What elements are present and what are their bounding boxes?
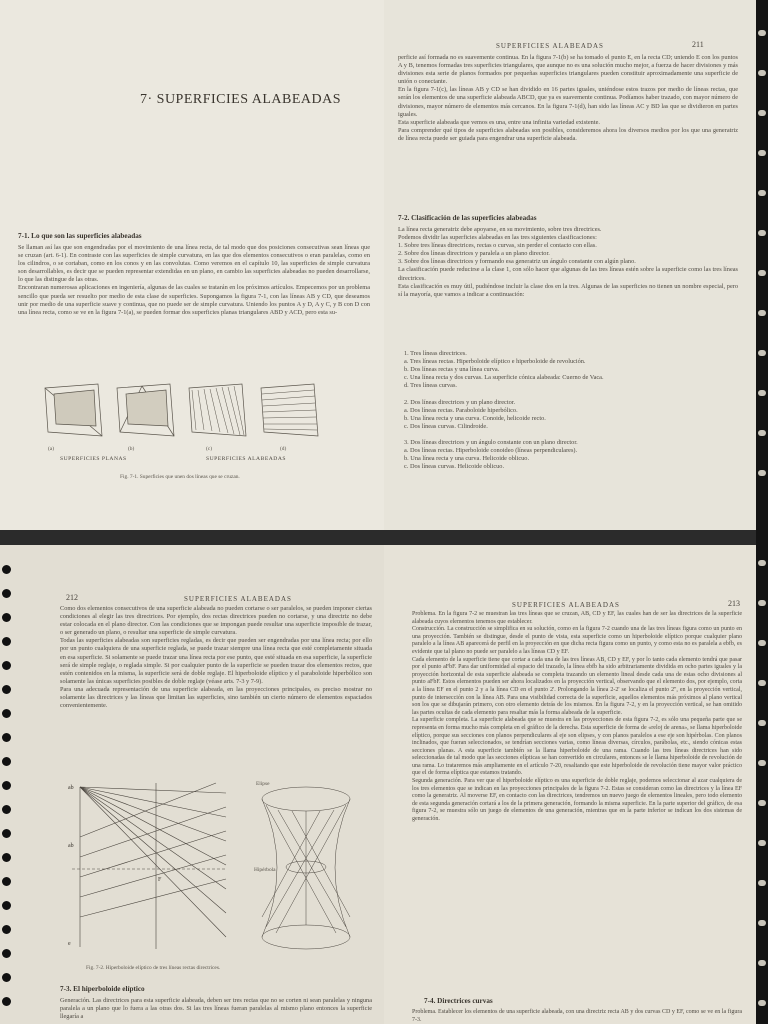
svg-text:ab: ab [68, 843, 74, 849]
figure-caption: Fig. 7-1. Superficies que unen dos líneas que se cruzan. [120, 474, 240, 480]
section-heading-7-3: 7-3. El hiperboloide elíptico [60, 985, 145, 993]
label-c: (c) [206, 446, 212, 452]
page-number: 211 [692, 40, 704, 49]
label-hiperbola: Hipérbola [254, 867, 276, 873]
body-text: Problema. En la figura 7-2 se muestran las tres líneas que se cruzan, AB, CD y EF, las cuales han de ser las directrices de la superficie alabeada cuyos elementos tenemos que establecer. Construcción. La construcción se simplifica en su solución, como en la figura 7-2 cuando una de las tres líneas figura como un punto en una proyección. También se distingue, desde el punto de vista, esta superficie como un hiperboloide elíptico porque cualquier plano paralelo a la línea AB aparecerá de perfil en la proyección en que dicha recta figura como un punto, y como esta no es paralela a ebfb, es evidente que tal plano no puede ser paralelo a las líneas CD y EF. Cada elemento de la superficie tiene que cortar a cada una de las tres líneas AB, CD y EF, y por lo tanto cada elemento tendrá que pasar por el punto aFbF. Para dar uniformidad al espacio del trazado, la línea ebfb ha sido arbitrariamente dividida en ocho partes iguales y la proyección horizontal de esta superficie alabeada se completa trazando un elemento lineal desde cada una de estas ocho divisiones al punto aFbF. Estos elementos pueden ser ahora localizados en la proyección vertical, observando que el elemento dos, por ejemplo, corta a la línea EF en el punto 2 y a la línea CD en el punto 2'. Prolongando la línea 2-2' se localiza el punto 2'', en la proyección vertical, punto de intersección con la línea AB. Para una visibilidad correcta de la superficie, aquellos elementos más próximos al plano vertical son los que se dibujarán primero, con otro elemento detrás de los mismos. En la figura 7-2, y en la proyección vertical, se han omitido las partes ocultas de cada elemento para resaltar más la forma alabeada de la superficie. La superficie completa. La superficie alabeada que se muestra en las proyecciones de esta figura 7-2, es sólo una pequeña parte que se representa en forma mucho más completa en el gráfico de la derecha. Esta superficie de forma de «reloj de arena», se llama hiperboloide elíptico, porque sus secciones con planos perpendiculares al eje son elipses, y con planos paralelos a ese eje son hipérbolas. Con planos inclinados, que fueran seleccionados, se tendrían secciones varias, como líneas diversas, círculos, parábolas, etc., siendo cónicas estas secciones planas. A esta superficie también se la llama hiperboloide de una rama. Cuando las tres líneas directrices han sido seleccionadas de tal modo que las secciones elípticas se han convertido en circulares, entonces se le llama hiperboloide de revolución de una rama. Lo trataremos más ampliamente en el artículo 7-20, resaltando que este hiperboloide de revolución tiene mayor valor práctico que el de forma elíptica que estamos tratando. Segunda generación. Para ver que el hiperboloide elíptico es una superficie de doble reglaje, podemos seleccionar al azar cualquiera de los tres elementos que se indican en las proyecciones principales de la figura 7-2. Estas se consideran como las directrices y la línea EF como la generatriz. Al moverse EF, en contacto con las directrices, tendremos un nuevo juego de elementos lineales, pero todo elemento de esta segunda generación cortará a los de la primera generación, formando la misma superficie. En la parte superior del gráfico, de esa figura 7-2, se muestra sólo un juego de elementos de una generación, mientras que en la parte inferior se indican los dos sistemas de generación. [412, 611, 742, 823]
svg-text:e: e [68, 941, 71, 947]
page-211 [384, 0, 756, 532]
figure-7-1a [45, 384, 102, 436]
figure-7-1b [117, 384, 174, 436]
page-number: 213 [728, 599, 740, 608]
label-superficies-alabeadas: SUPERFICIES ALABEADAS [206, 456, 286, 462]
binder-rings-right [756, 0, 768, 1024]
figure-7-1 [40, 378, 330, 458]
figure-7-1c [189, 384, 246, 436]
binder-rings-left [0, 545, 14, 1024]
section-heading-7-1: 7-1. Lo que son las superficies alabeadas [18, 232, 142, 240]
label-superficies-planas: SUPERFICIES PLANAS [60, 456, 127, 462]
figure-7-2 [66, 777, 370, 957]
label-a: (a) [48, 446, 54, 452]
running-header: SUPERFICIES ALABEADAS [496, 42, 604, 50]
body-text: Se llaman así las que son engendradas por el movimiento de una línea recta, de tal modo que dos posiciones consecutivas sean líneas que se cruzan (art. 6-1). En contraste con las superficies de simple curvatura, en las que dos elementos consecutivos o eran paralelas, como en los cilindros, o se cortaban, como en los conos y en las convolutas. Como veremos en el capítulo 10, las superficies de simple curvatura son desarrollables, es decir que se pueden representar extendidas en un plano, en cambio las superficies alabeadas no pueden desarrollarse, lo que las distingue de las otras. Encontraran numerosas aplicaciones en ingeniería, algunas de las cuales se tratarán en los próximos artículos. Empecemos por un problema sencillo que pueda ser resuelto por medio de esta clase de superficies. Supongamos la figura 7-1, con las líneas AB y CD, que deseamos unir por medio de una superficie suave y continua, que no puede ser de simple curvatura. Uniendo los puntos A y D, A y C, y B con D con una línea recta, como se ve en la figura 7-1(a), se pueden formar dos superficies planas triangulares ABD y ACD, pero esta su- [18, 244, 370, 316]
page-gap [0, 530, 768, 545]
body-text-2: Generación. Las directrices para esta superficie alabeada, deben ser tres rectas que no se corten ni sean paralelas y ninguna paralela a un plano que lo fuera a las otras dos. Si las tres líneas fueran paralelas al mismo plano entonces la superficie llegaría a [60, 997, 372, 1021]
classification-list: 1. Tres líneas directrices. a. Tres líneas rectas. Hiperboloide elíptico e hiperboloide de revolución. b. Dos líneas rectas y una línea curva. c. Una línea recta y dos curvas. La superficie cónica alabeada: Cuerno de Vaca. d. Tres líneas curvas. 2. Dos líneas directrices y un plano director. a. Dos líneas rectas. Paraboloide hiperbólico. b. Una línea recta y una curva. Conoide, helicoide recto. c. Dos líneas curvas. Cilindroide. 3. Dos líneas directrices y un ángulo constante con un plano director. a. Dos líneas rectas. Hiperboloide conoideo (líneas perpendiculares). b. Una línea recta y una curva. Helicoide oblicuo. c. Dos líneas curvas. Helicoide oblicuo. [404, 350, 604, 471]
page-213 [384, 545, 756, 1024]
svg-text:F: F [158, 877, 162, 883]
label-d: (d) [280, 446, 287, 452]
label-b: (b) [128, 446, 135, 452]
body-text: Como dos elementos consecutivos de una superficie alabeada no pueden cortarse o ser paralelos, se pueden imponer ciertas condiciones al elegir las tres directrices. Por ejemplo, dos rectas directrices pueden no cortarse, y una directriz no debe estar colocada en el plano director. Con las condiciones que se impongan puede resultar una superficie imposible de trazar, o ser generado un plano, o resultar una superficie de simple curvatura. Todas las superficies alabeadas son superficies regladas, es decir que pueden ser engendradas por una línea recta; por ello por un punto cualquiera de una superficie reglada, se puede trazar siempre una línea recta que esté completamente situada en esa superficie. Si solamente se puede trazar una línea recta por ese punto, que esté situada en esa superficie, la superficie será de simple reglaje, o reglada simple. Si por cualquier punto de la superficie se pueden trazar dos elementos rectos, que estén contenidos en la misma, la superficie será de doble reglaje. El hiperboloide elíptico y el paraboloide hiperbólico son solamente las únicas superficies posibles de doble reglaje (véase arts. 7-3 y 7-9). Para una adecuada representación de una superficie alabeada, en las proyecciones principales, es preciso mostrar no solamente las directrices y las líneas que limitan las superficies, sino también un cierto número de elementos espaciados convenientemente. [60, 605, 372, 710]
body-text-2: Problema. Establecer los elementos de una superficie alabeada, con una directriz recta AB y dos curvas CD y EF, como se ve en la figura 7-3. [412, 1009, 742, 1023]
running-header: SUPERFICIES ALABEADAS [184, 595, 292, 603]
figure-caption: Fig. 7-2. Hiperboloide elíptico de tres líneas rectas directrices. [86, 965, 221, 971]
section-heading-7-4: 7-4. Directrices curvas [424, 997, 493, 1005]
page-number: 212 [66, 593, 78, 602]
body-text-2: La línea recta generatriz debe apoyarse, en su movimiento, sobre tres directrices. Podemos dividir las superficies alabeadas en las tres siguientes clasificaciones: 1. Sobre tres líneas directrices, rectas o curvas, sin perder el contacto con ellas. 2. Sobre dos líneas directrices y paralela a un plano director. 3. Sobre dos líneas directrices y formando esa generatriz un ángulo constante con algún plano. La clasificación puede reducirse a la clase 1, con sólo hacer que algunas de las tres líneas estén sobre la superficie como las tres líneas directrices. Esta clasificación es muy útil, pudiéndose incluir la clase dos en la tres. Algunas de las superficies no tienen un nombre especial, pero sí la mayoría, que vamos a indicar a continuación: [398, 226, 738, 298]
label-elipse: Elipse [256, 781, 270, 787]
chapter-title: 7· SUPERFICIES ALABEADAS [140, 92, 342, 107]
section-heading-7-2: 7-2. Clasificación de las superficies alabeadas [398, 214, 537, 222]
svg-text:ab: ab [68, 785, 74, 791]
page-210 [0, 0, 384, 530]
page-212 [0, 545, 384, 1024]
figure-7-1d [261, 384, 318, 436]
running-header: SUPERFICIES ALABEADAS [512, 601, 620, 609]
body-text-1: perficie así formada no es suavemente continua. En la figura 7-1(b) se ha tomado el punto E, en la recta CD; uniendo E con los puntos A y B, tenemos formadas tres superficies triangulares, que aunque no es una solución mucho mejor, a fuerza de hacer divisiones y más divisiones esta serie de planos formados por pequeñas superficies triangulares pueden constituir aproximadamente una superficie de unión o conectante. En la figura 7-1(c), las líneas AB y CD se han dividido en 16 partes iguales, uniéndose estos trazos por medio de líneas rectas, que serán los elementos de una superficie alabeada ABCD, que ya es suavemente continua. Podíamos haber trazado, con mayor número de divisiones, mayor número de elementos más cercanos. En la figura 7-1(d), han sido las líneas AC y BD las que se dividieron en partes iguales. Esta superficie alabeada que vemos es una, entre una infinita variedad existente. Para comprender qué tipos de superficies alabeadas son posibles, consideremos ahora los diversos medios por los que una generatriz de línea recta puede ser guiada para engendrar una superficie alabeada. [398, 54, 738, 142]
figure-7-2-projections [72, 783, 226, 949]
